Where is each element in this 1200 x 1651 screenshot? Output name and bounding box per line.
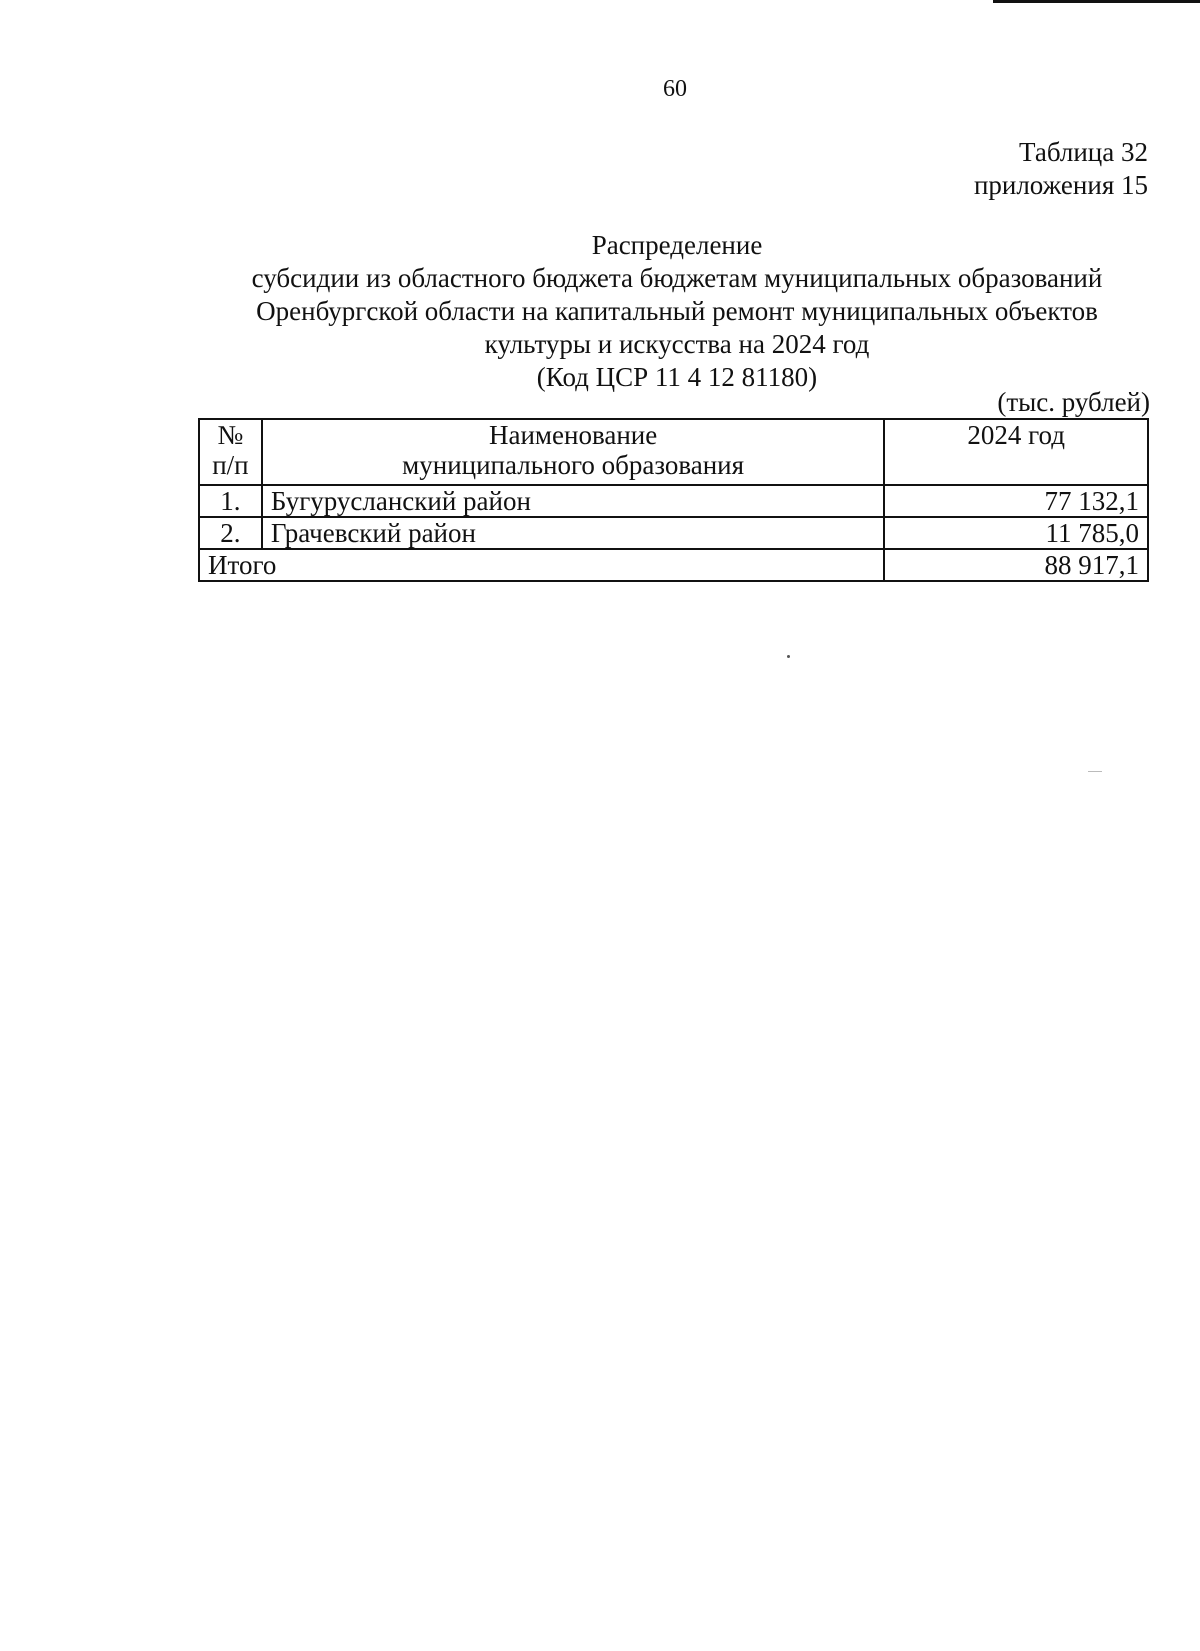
distribution-table xyxy=(198,418,1149,582)
heading-line-4: культуры и искусства на 2024 год xyxy=(484,329,870,359)
header-year: 2024 год xyxy=(884,419,1148,485)
scan-mark xyxy=(1088,771,1102,772)
table-reference xyxy=(974,136,1148,202)
table-reference-line-1: Таблица 32 xyxy=(1019,137,1148,167)
heading-line-1: Распределение xyxy=(591,230,763,260)
row-value: 77 132,1 xyxy=(884,485,1148,517)
table-row xyxy=(199,485,1148,517)
document-heading xyxy=(198,229,1156,394)
heading-line-2: субсидии из областного бюджета бюджетам муниципальных образований xyxy=(251,263,1103,293)
total-row xyxy=(199,549,1148,581)
total-value: 88 917,1 xyxy=(884,549,1148,581)
total-label: Итого xyxy=(199,549,884,581)
header-name-line-1: Наименование xyxy=(489,420,658,450)
row-name: Грачевский район xyxy=(262,517,885,549)
table-reference-line-2: приложения 15 xyxy=(973,170,1148,200)
units-label: (тыс. рублей) xyxy=(997,387,1150,417)
top-edge-rule xyxy=(993,0,1200,3)
header-number-line-1: № xyxy=(217,420,244,450)
page-number: 60 xyxy=(663,76,687,102)
scan-speck xyxy=(787,655,790,658)
header-name xyxy=(262,419,885,485)
header-number-line-2: п/п xyxy=(212,450,249,480)
header-number xyxy=(199,419,262,485)
heading-line-3: Оренбургской области на капитальный ремонт муниципальных объектов xyxy=(256,296,1098,326)
row-number: 2. xyxy=(199,517,262,549)
header-name-line-2: муниципального образования xyxy=(402,450,745,480)
heading-line-5: (Код ЦСР 11 4 12 81180) xyxy=(536,362,818,392)
row-name: Бугурусланский район xyxy=(262,485,885,517)
row-value: 11 785,0 xyxy=(884,517,1148,549)
row-number: 1. xyxy=(199,485,262,517)
table-header-row xyxy=(199,419,1148,485)
table-row xyxy=(199,517,1148,549)
